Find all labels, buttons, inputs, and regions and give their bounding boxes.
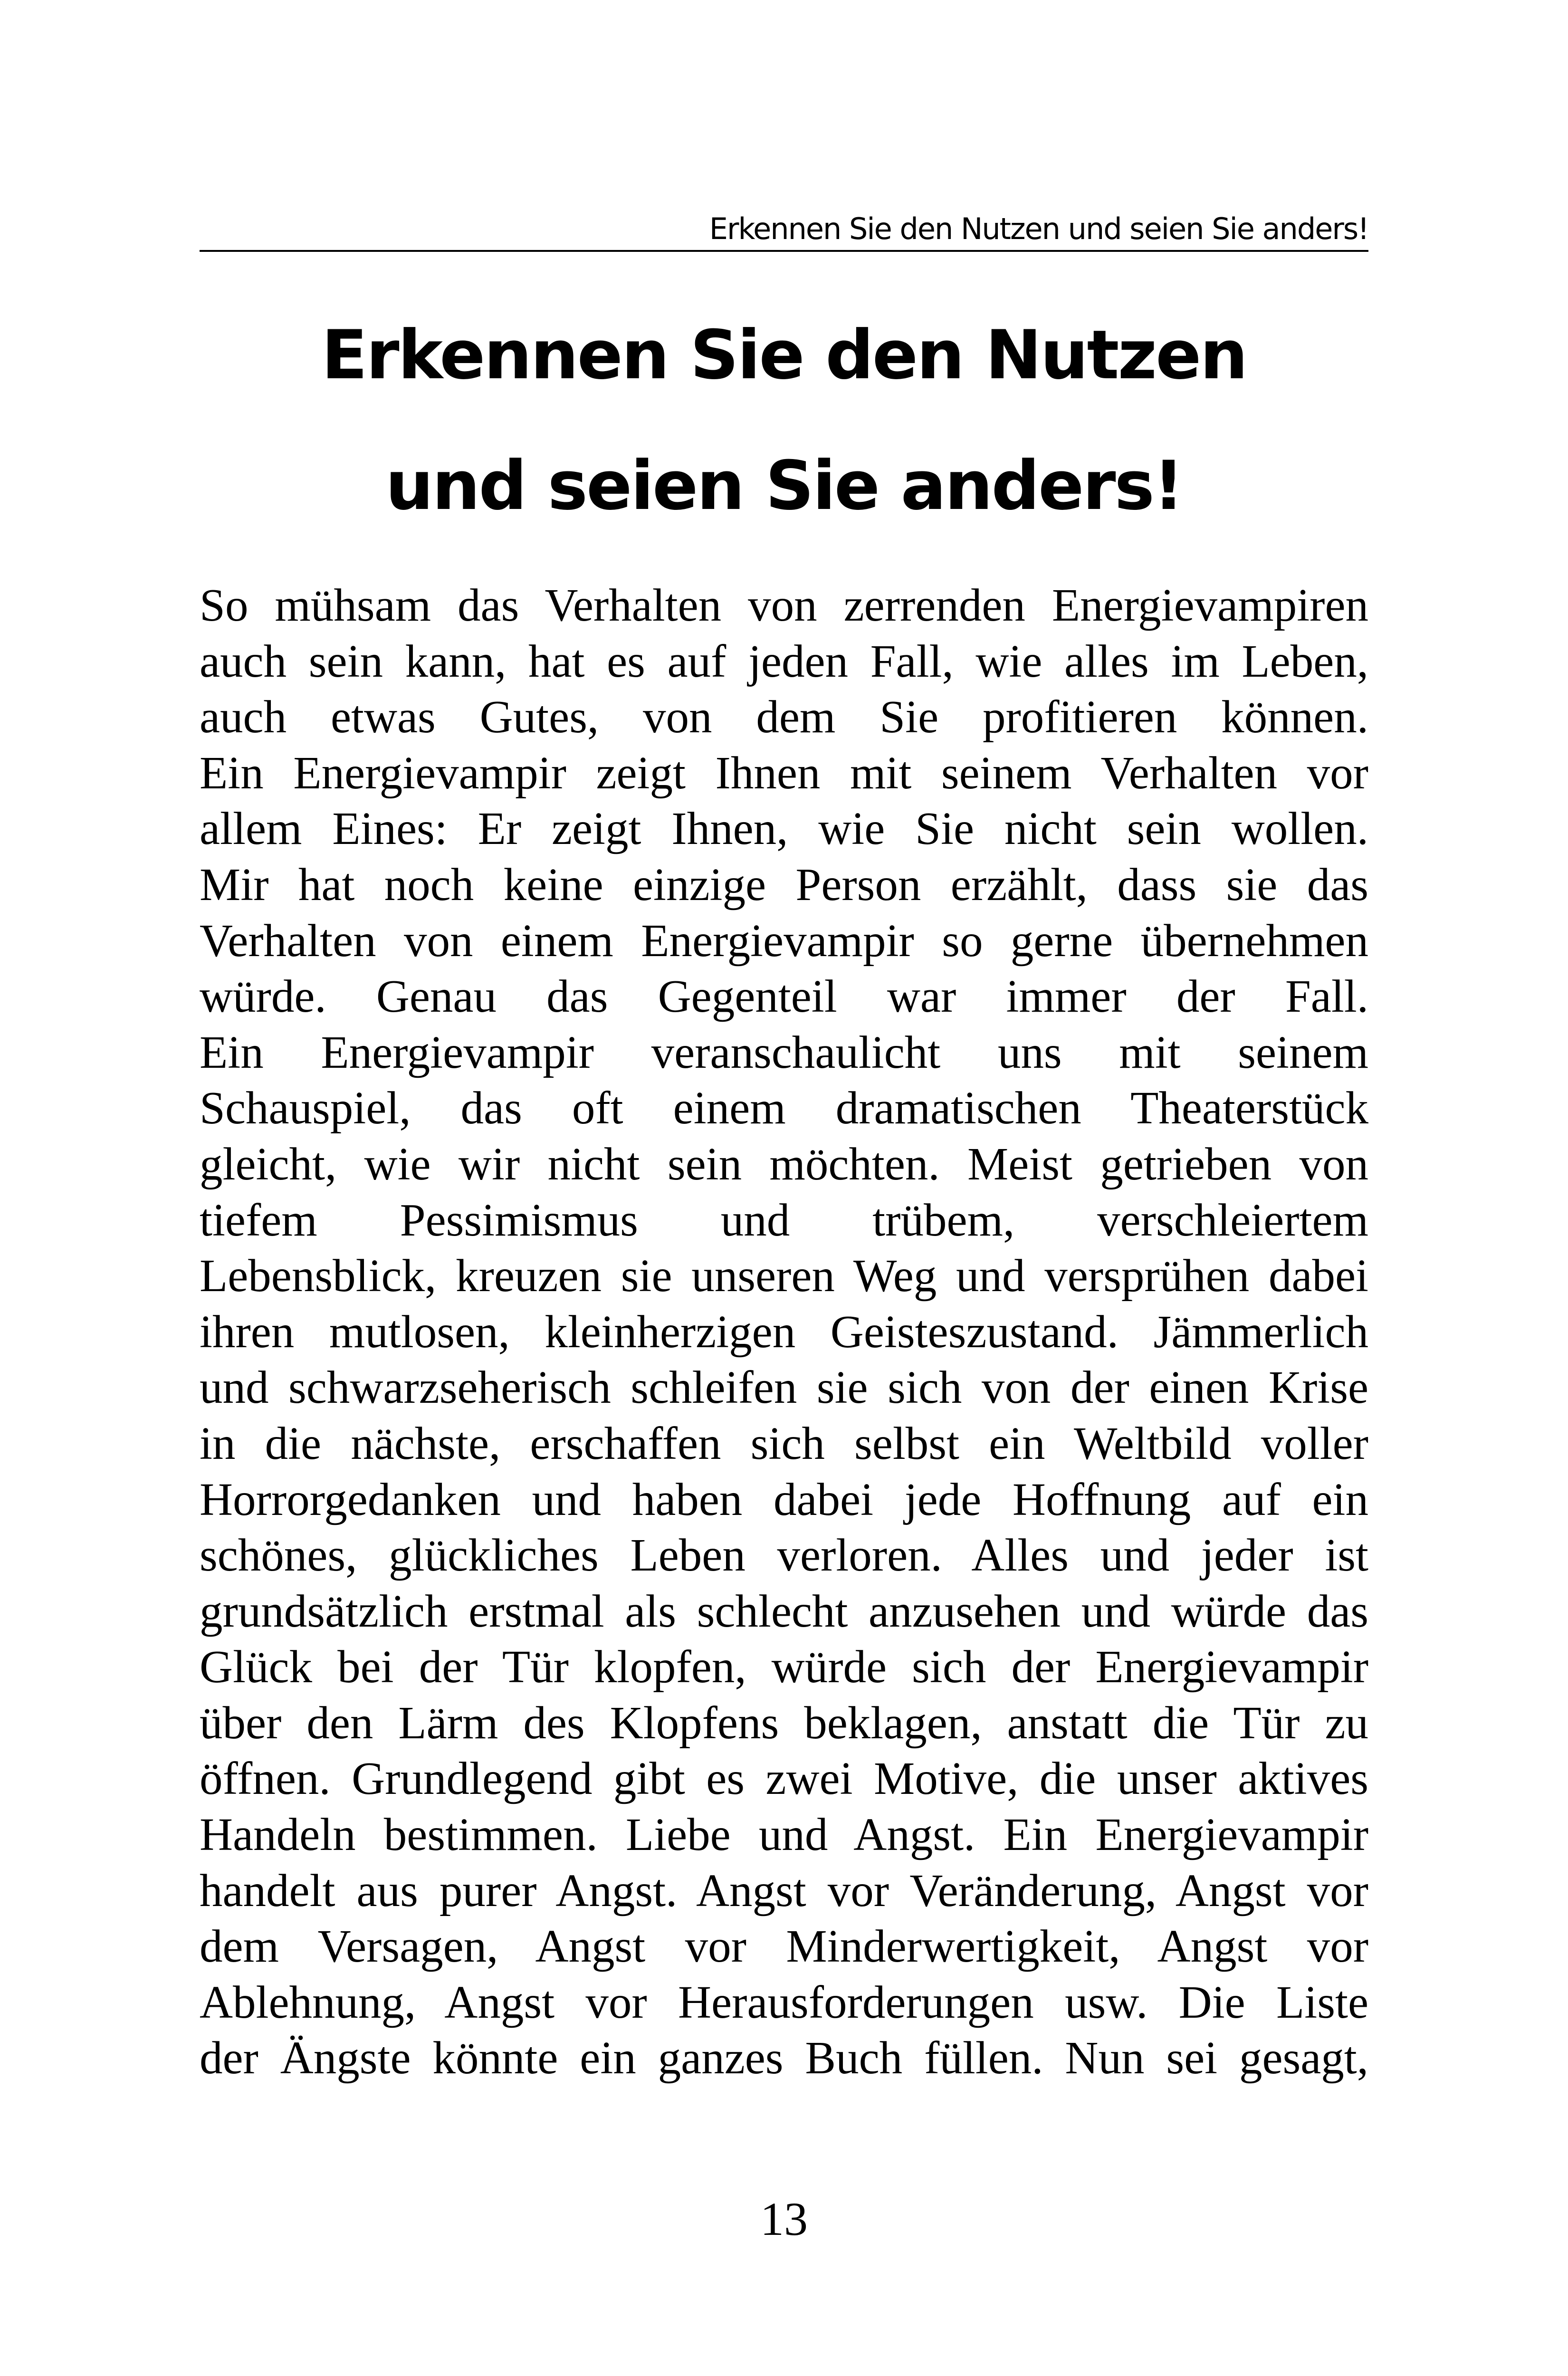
text-line: tiefem Pessimismus und trübem, verschleiertem <box>200 1194 1368 1245</box>
text-line: Verhalten von einem Energievampir so gerne übernehmen <box>200 915 1368 966</box>
text-line: und schwarzseherisch schleifen sie sich von der einen Krise <box>200 1362 1368 1413</box>
text-line: schönes, glückliches Leben verloren. Alles und jeder ist <box>200 1530 1368 1581</box>
page-number: 13 <box>760 2193 808 2245</box>
text-line: So mühsam das Verhalten von zerrenden Energievampiren <box>200 580 1368 631</box>
text-line: auch sein kann, hat es auf jeden Fall, wie alles im Leben, <box>200 635 1368 687</box>
chapter-title-line-1: Erkennen Sie den Nutzen <box>321 316 1247 394</box>
text-line: grundsätzlich erstmal als schlecht anzusehen und würde das <box>200 1585 1368 1637</box>
running-header-title: Erkennen Sie den Nutzen und seien Sie anders! <box>709 211 1368 246</box>
text-line: öffnen. Grundlegend gibt es zwei Motive, die unser aktives <box>200 1753 1368 1804</box>
text-line: Horrorgedanken und haben dabei jede Hoffnung auf ein <box>200 1474 1368 1525</box>
text-line: Mir hat noch keine einzige Person erzählt, dass sie das <box>200 859 1368 910</box>
text-line: in die nächste, erschaffen sich selbst ein Weltbild voller <box>200 1418 1368 1469</box>
text-line: Glück bei der Tür klopfen, würde sich der Energievampir <box>200 1641 1368 1693</box>
body-paragraph <box>200 577 1368 2086</box>
text-line: dem Versagen, Angst vor Minderwertigkeit, Angst vor <box>200 1921 1368 1972</box>
text-line: Ein Energievampir zeigt Ihnen mit seinem Verhalten vor <box>200 747 1368 798</box>
text-line: Schauspiel, das oft einem dramatischen Theaterstück <box>200 1083 1368 1134</box>
text-line: auch etwas Gutes, von dem Sie profitieren können. <box>200 691 1368 743</box>
text-line: gleicht, wie wir nicht sein möchten. Meist getrieben von <box>200 1138 1368 1189</box>
text-line: würde. Genau das Gegenteil war immer der Fall. <box>200 971 1368 1022</box>
chapter-title <box>200 290 1368 551</box>
text-line: handelt aus purer Angst. Angst vor Veränderung, Angst vor <box>200 1865 1368 1916</box>
text-line: allem Eines: Er zeigt Ihnen, wie Sie nicht sein wollen. <box>200 803 1368 854</box>
chapter-title-line-2: und seien Sie anders! <box>385 447 1183 525</box>
text-line: der Ängste könnte ein ganzes Buch füllen. Nun sei gesagt, <box>200 2032 1368 2084</box>
text-line: über den Lärm des Klopfens beklagen, anstatt die Tür zu <box>200 1697 1368 1748</box>
text-line: Lebensblick, kreuzen sie unseren Weg und versprühen dabei <box>200 1250 1368 1302</box>
text-line: Ein Energievampir veranschaulicht uns mit seinem <box>200 1026 1368 1078</box>
text-line: Ablehnung, Angst vor Herausforderungen usw. Die Liste <box>200 1976 1368 2028</box>
running-header <box>200 209 1368 252</box>
text-line: Handeln bestimmen. Liebe und Angst. Ein Energievampir <box>200 1809 1368 1860</box>
text-line: ihren mutlosen, kleinherzigen Geisteszustand. Jämmerlich <box>200 1306 1368 1357</box>
